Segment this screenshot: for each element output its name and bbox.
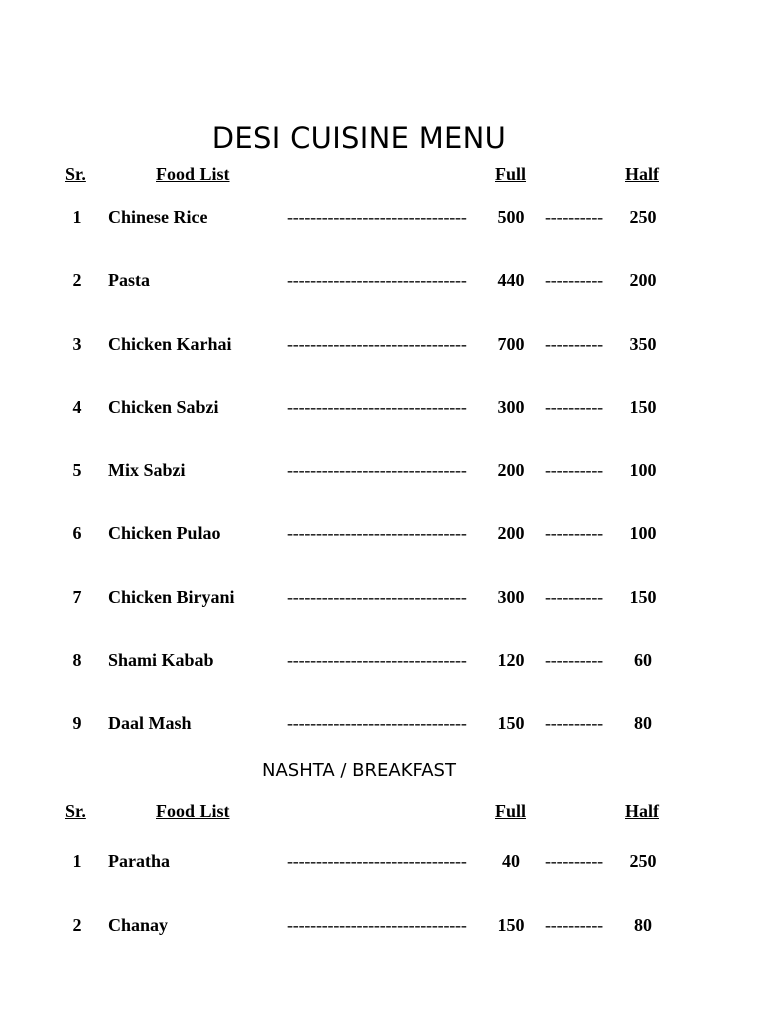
- leader-dashes: ----------: [545, 915, 603, 935]
- breakfast-table-header: [0, 799, 768, 823]
- item-number: 2: [72, 915, 82, 935]
- menu-row: [0, 332, 768, 356]
- item-name: Shami Kabab: [108, 649, 214, 670]
- price-full: 200: [497, 460, 525, 480]
- price-half: 60: [634, 649, 652, 670]
- price-half: 150: [629, 396, 657, 417]
- header-half: Half: [625, 801, 659, 821]
- price-full: 40: [502, 851, 520, 871]
- header-sr: Sr.: [65, 164, 86, 184]
- item-name: Pasta: [108, 270, 150, 291]
- price-half: 250: [629, 851, 657, 871]
- menu-row: [0, 648, 768, 672]
- leader-dashes: -------------------------------: [287, 523, 467, 544]
- menu-row: [0, 849, 768, 873]
- menu-row: [0, 268, 768, 292]
- leader-dashes: ----------: [545, 207, 603, 227]
- header-food-list: Food List: [156, 801, 230, 821]
- menu-row: [0, 205, 768, 229]
- breakfast-section-title: NASHTA / BREAKFAST: [262, 760, 456, 781]
- item-name: Chicken Biryani: [108, 586, 235, 607]
- leader-dashes: ----------: [545, 333, 603, 354]
- price-half: 100: [629, 523, 657, 544]
- price-half: 150: [629, 586, 657, 607]
- price-full: 700: [497, 333, 525, 354]
- header-full: Full: [495, 801, 527, 821]
- leader-dashes: ----------: [545, 586, 603, 607]
- leader-dashes: -------------------------------: [287, 713, 467, 733]
- item-name: Mix Sabzi: [108, 460, 186, 480]
- leader-dashes: ----------: [545, 396, 603, 417]
- leader-dashes: -------------------------------: [287, 586, 467, 607]
- menu-row: [0, 395, 768, 419]
- leader-dashes: -------------------------------: [287, 460, 467, 480]
- menu-row: [0, 585, 768, 609]
- item-name: Chinese Rice: [108, 207, 208, 227]
- item-name: Chanay: [108, 915, 169, 935]
- item-number: 9: [72, 713, 82, 733]
- item-number: 1: [72, 207, 82, 227]
- price-full: 120: [497, 649, 525, 670]
- leader-dashes: ----------: [545, 523, 603, 544]
- item-number: 7: [72, 586, 82, 607]
- header-half: Half: [625, 164, 659, 184]
- leader-dashes: ----------: [545, 851, 603, 871]
- price-full: 200: [497, 523, 525, 544]
- price-full: 150: [497, 713, 525, 733]
- price-full: 300: [497, 396, 525, 417]
- leader-dashes: -------------------------------: [287, 270, 467, 291]
- item-name: Chicken Pulao: [108, 523, 221, 544]
- price-half: 100: [629, 460, 657, 480]
- item-name: Paratha: [108, 851, 170, 871]
- item-number: 5: [72, 460, 82, 480]
- price-full: 500: [497, 207, 525, 227]
- item-name: Chicken Karhai: [108, 333, 232, 354]
- header-full: Full: [495, 164, 527, 184]
- menu-row: [0, 521, 768, 545]
- leader-dashes: -------------------------------: [287, 851, 467, 871]
- item-number: 2: [72, 270, 82, 291]
- price-half: 80: [634, 915, 652, 935]
- item-number: 4: [72, 396, 82, 417]
- menu-row: [0, 913, 768, 937]
- price-full: 440: [497, 270, 525, 291]
- leader-dashes: ----------: [545, 713, 603, 733]
- leader-dashes: -------------------------------: [287, 333, 467, 354]
- item-number: 6: [72, 523, 82, 544]
- leader-dashes: -------------------------------: [287, 396, 467, 417]
- menu-row: [0, 458, 768, 482]
- leader-dashes: ----------: [545, 649, 603, 670]
- leader-dashes: -------------------------------: [287, 207, 467, 227]
- price-half: 200: [629, 270, 657, 291]
- header-sr: Sr.: [65, 801, 86, 821]
- item-number: 1: [72, 851, 82, 871]
- menu-title: DESI CUISINE MENU: [211, 121, 507, 155]
- item-name: Chicken Sabzi: [108, 396, 219, 417]
- price-full: 150: [497, 915, 525, 935]
- leader-dashes: ----------: [545, 270, 603, 291]
- menu-row: [0, 711, 768, 735]
- leader-dashes: -------------------------------: [287, 649, 467, 670]
- price-half: 250: [629, 207, 657, 227]
- main-table-header: [0, 162, 768, 186]
- price-half: 80: [634, 713, 652, 733]
- price-full: 300: [497, 586, 525, 607]
- item-number: 3: [72, 333, 82, 354]
- item-name: Daal Mash: [108, 713, 192, 733]
- header-food-list: Food List: [156, 164, 230, 184]
- leader-dashes: ----------: [545, 460, 603, 480]
- leader-dashes: -------------------------------: [287, 915, 467, 935]
- price-half: 350: [629, 333, 657, 354]
- item-number: 8: [72, 649, 82, 670]
